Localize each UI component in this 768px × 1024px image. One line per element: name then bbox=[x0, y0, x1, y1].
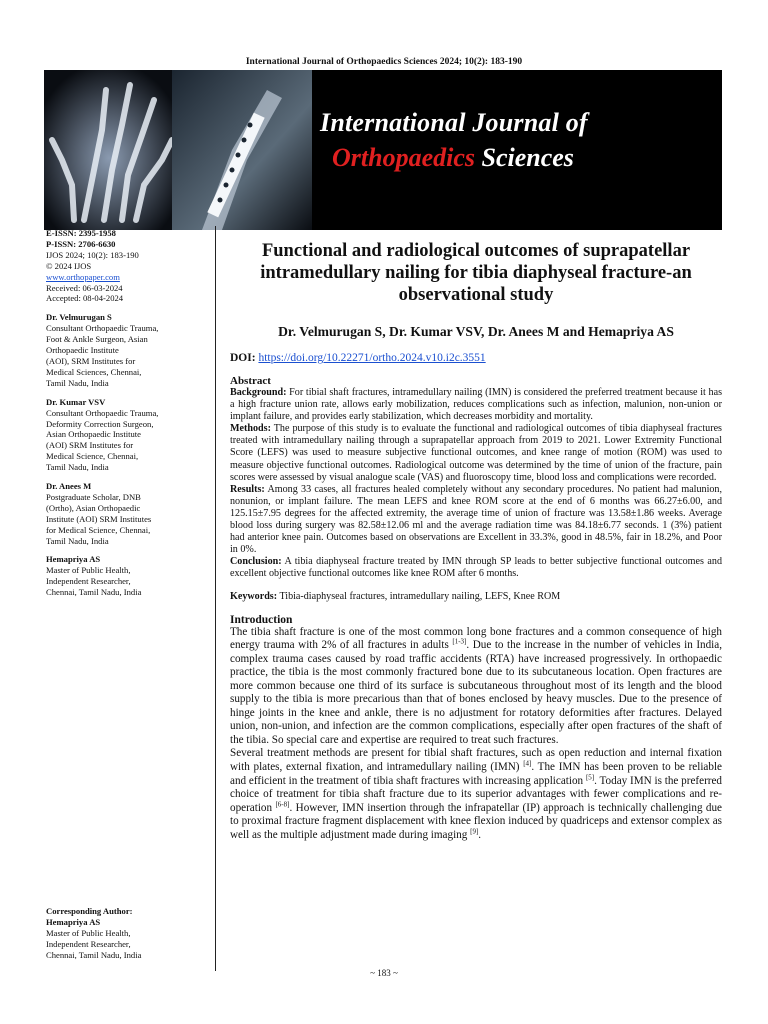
abstract-methods bbox=[230, 423, 722, 483]
citation-ref: [5] bbox=[585, 772, 595, 781]
text-run: . bbox=[478, 828, 482, 841]
doi-link[interactable]: https://doi.org/10.22271/ortho.2024.v10.i2c.3551 bbox=[258, 352, 486, 364]
affiliation-line: (Ortho), Asian Orthopaedic bbox=[46, 502, 141, 513]
text-run: . Due to the increase in the number of vehicles in India, complex trauma cases caused by road traffic accidents (RTA) have increased progressively. In orthopaedic practice, the tibia is the most commonly fractured bone due to its subcutaneous location. Open fractures are more common because one third of its surface is subcutaneous throughout most of its length and the blood supply to the tibia is more precarious than that of bones enclosed by heavy muscles. Due to the presence of hinge joints in the knee and ankle, there is no adjustment for rotatory deformities after fractures. Delayed union, non-union, and infection are the common complications, especially after open fractures of the shaft of the tibia. So special care and expertise are required to treat such fractures. bbox=[230, 639, 723, 746]
author-name: Dr. Velmurugan S bbox=[46, 312, 112, 323]
introduction-heading: Introduction bbox=[230, 613, 293, 626]
author-name: Hemapriya AS bbox=[46, 554, 101, 565]
affiliation-line: Deformity Correction Surgeon, bbox=[46, 418, 154, 429]
pissn: P-ISSN: 2706-6630 bbox=[46, 238, 116, 249]
article-main bbox=[230, 240, 722, 842]
doi-line bbox=[230, 352, 722, 364]
results-label: Results: bbox=[230, 483, 265, 495]
page-number: ~ 183 ~ bbox=[370, 968, 398, 978]
bone-plate-xray-image bbox=[172, 70, 312, 230]
banner-title-orthopaedics: Orthopaedics bbox=[332, 143, 475, 172]
results-text: Among 33 cases, all fractures healed completely without any secondary procedures. No patient had malunion, nonunion, or implant failure. The mean LEFS and knee ROM score at the end of 6 months was 66.27±6.00, and 125.15±7.95 degrees for the affected extremity, the average time of union of fracture was 13.58±1.86 weeks. Average blood loss during surgery was 82.58±12.06 ml and the average radiation time was 84.18±6.77 seconds. 1 (3%) patient had anterior knee pain. Outcomes based on observations are Excellent in 33.3%, good in 48.5%, fair in 18.2%, and Poor in 0%. bbox=[230, 483, 722, 556]
background-label: Background: bbox=[230, 387, 287, 398]
affiliation-line: Tamil Nadu, India bbox=[46, 462, 109, 473]
affiliation-line: Master of Public Health, bbox=[46, 565, 131, 576]
accepted-date: Accepted: 08-04-2024 bbox=[46, 293, 124, 304]
affiliation-line: Institute (AOI) SRM Institutes bbox=[46, 513, 152, 524]
author-name: Dr. Anees M bbox=[46, 481, 92, 492]
affiliation-line: Medical Science, Chennai, bbox=[46, 451, 139, 462]
affiliation-line: (AOI) SRM Institutes for bbox=[46, 440, 134, 451]
affiliation-line: Consultant Orthopaedic Trauma, bbox=[46, 323, 159, 334]
citation-ref: [9] bbox=[470, 826, 479, 835]
text-run: Several treatment methods are present for tibial shaft fractures, such as open reduction and internal fixation with plates, external fixation, and intramedullary nailing (IMN) bbox=[230, 747, 722, 773]
keywords-label: Keywords: bbox=[230, 590, 278, 602]
article-info-sidebar bbox=[46, 228, 211, 598]
corresponding-label: Corresponding Author: bbox=[46, 906, 133, 916]
conclusion-label: Conclusion: bbox=[230, 556, 282, 568]
background-text: For tibial shaft fractures, intramedullary nailing (IMN) is considered the preferred treatment because it has a high fracture union rate, allows early mobilization, reduces complications such as infection, malunion, non-union or implant failure, and provides early stabilization, which decreases morbidity and mortality. bbox=[230, 387, 722, 423]
corresponding-name: Hemapriya AS bbox=[46, 916, 101, 927]
affiliation-line: Asian Orthopaedic Institute bbox=[46, 429, 141, 440]
article-authors: Dr. Velmurugan S, Dr. Kumar VSV, Dr. Anees M and Hemapriya AS bbox=[278, 324, 674, 339]
copyright: © 2024 IJOS bbox=[46, 260, 92, 271]
affiliation-line: Independent Researcher, bbox=[46, 576, 131, 587]
affiliation-line: Tamil Nadu, India bbox=[46, 535, 109, 546]
affiliation-line: Medical Sciences, Chennai, bbox=[46, 366, 142, 377]
affiliation-line: Consultant Orthopaedic Trauma, bbox=[46, 407, 159, 418]
affiliation-line: Tamil Nadu, India bbox=[46, 377, 109, 388]
author-name: Dr. Kumar VSV bbox=[46, 396, 106, 407]
website-link[interactable]: www.orthopaper.com bbox=[46, 271, 120, 282]
banner-title-line2 bbox=[332, 143, 574, 173]
citation-ref: [1-3] bbox=[452, 637, 467, 646]
hand-xray-image bbox=[44, 70, 174, 230]
keywords bbox=[230, 591, 722, 602]
citation-ref: [4] bbox=[523, 759, 532, 768]
column-divider bbox=[215, 226, 216, 971]
text-run: . However, IMN insertion through the infrapatellar (IP) approach is technically challenging due to proximal fracture fragment displacement with knee flexion induced by quadriceps and extensor complex as well as the multiple adjustment made during imaging bbox=[230, 801, 722, 841]
methods-text: The purpose of this study is to evaluate the functional and radiological outcomes of tibia diaphyseal fractures treated with intramedullary nailing through a suprapatellar approach from 2019 to 2021. Lower Extremity Functional Score (LEFS) was used to measure subjective functional outcomes, and knee range of motion (ROM) was used to measure objective functional outcomes. Radiological outcome was determined by the time of union of the fracture, pain scores were assessed by visual analogue scale (VAS) and fluoroscopy time, blood loss and complications were recorded. bbox=[230, 423, 722, 483]
corresponding-author bbox=[46, 906, 211, 961]
affiliation-line: Master of Public Health, bbox=[46, 927, 131, 938]
abstract-background bbox=[230, 387, 722, 423]
affiliation-line: (AOI), SRM Institutes for bbox=[46, 355, 136, 366]
author-affiliation bbox=[46, 554, 211, 598]
affiliation-line: Orthopaedic Institute bbox=[46, 345, 119, 356]
affiliation-line: Postgraduate Scholar, DNB bbox=[46, 491, 141, 502]
keywords-text: Tibia-diaphyseal fractures, intramedullary nailing, LEFS, Knee ROM bbox=[277, 590, 561, 602]
eissn: E-ISSN: 2395-1958 bbox=[46, 228, 116, 238]
introduction-paragraph-1 bbox=[230, 626, 722, 748]
citation-ref: [6-8] bbox=[275, 799, 290, 808]
text-run: The tibia shaft fracture is one of the most common long bone fractures and a common consequence of high energy trauma with 2% of all fractures in adults bbox=[230, 625, 722, 652]
author-affiliation bbox=[46, 397, 211, 473]
conclusion-text: A tibia diaphyseal fracture treated by IMN through SP leads to better subjective functional outcomes and excellent objective functional outcomes like knee ROM after 6 months. bbox=[230, 556, 722, 580]
affiliation-line: Independent Researcher, bbox=[46, 938, 131, 949]
text-run: . Today IMN is the preferred choice of treatment for tibia shaft fracture due to its superior advantages with fewer complications and re-operation bbox=[230, 774, 722, 814]
text-run: . The IMN has been proven to be reliable and efficient in the treatment of tibia shaft fractures with increasing application bbox=[230, 760, 722, 787]
affiliation-line: for Medical Science, Chennai, bbox=[46, 524, 151, 535]
abstract-conclusion bbox=[230, 556, 722, 580]
affiliation-line: Chennai, Tamil Nadu, India bbox=[46, 587, 142, 598]
banner-title-sciences: Sciences bbox=[475, 143, 574, 172]
article-title: Functional and radiological outcomes of suprapatellar intramedullary nailing for tibia diaphyseal fracture-an observational study bbox=[260, 241, 692, 305]
doi-label: DOI: bbox=[230, 352, 256, 364]
affiliation-line: Chennai, Tamil Nadu, India bbox=[46, 949, 142, 960]
introduction-paragraph-2 bbox=[230, 747, 722, 842]
ijos-citation: IJOS 2024; 10(2): 183-190 bbox=[46, 249, 139, 260]
journal-banner bbox=[44, 70, 722, 230]
abstract-heading: Abstract bbox=[230, 375, 271, 387]
methods-label: Methods: bbox=[230, 423, 271, 435]
banner-title-line1: International Journal of bbox=[320, 108, 588, 137]
received-date: Received: 06-03-2024 bbox=[46, 282, 123, 293]
journal-citation-header: International Journal of Orthopaedics Sciences 2024; 10(2): 183-190 bbox=[245, 57, 523, 67]
author-affiliation bbox=[46, 481, 211, 546]
abstract-results bbox=[230, 484, 722, 557]
affiliation-line: Foot & Ankle Surgeon, Asian bbox=[46, 334, 148, 345]
author-affiliation bbox=[46, 312, 211, 388]
